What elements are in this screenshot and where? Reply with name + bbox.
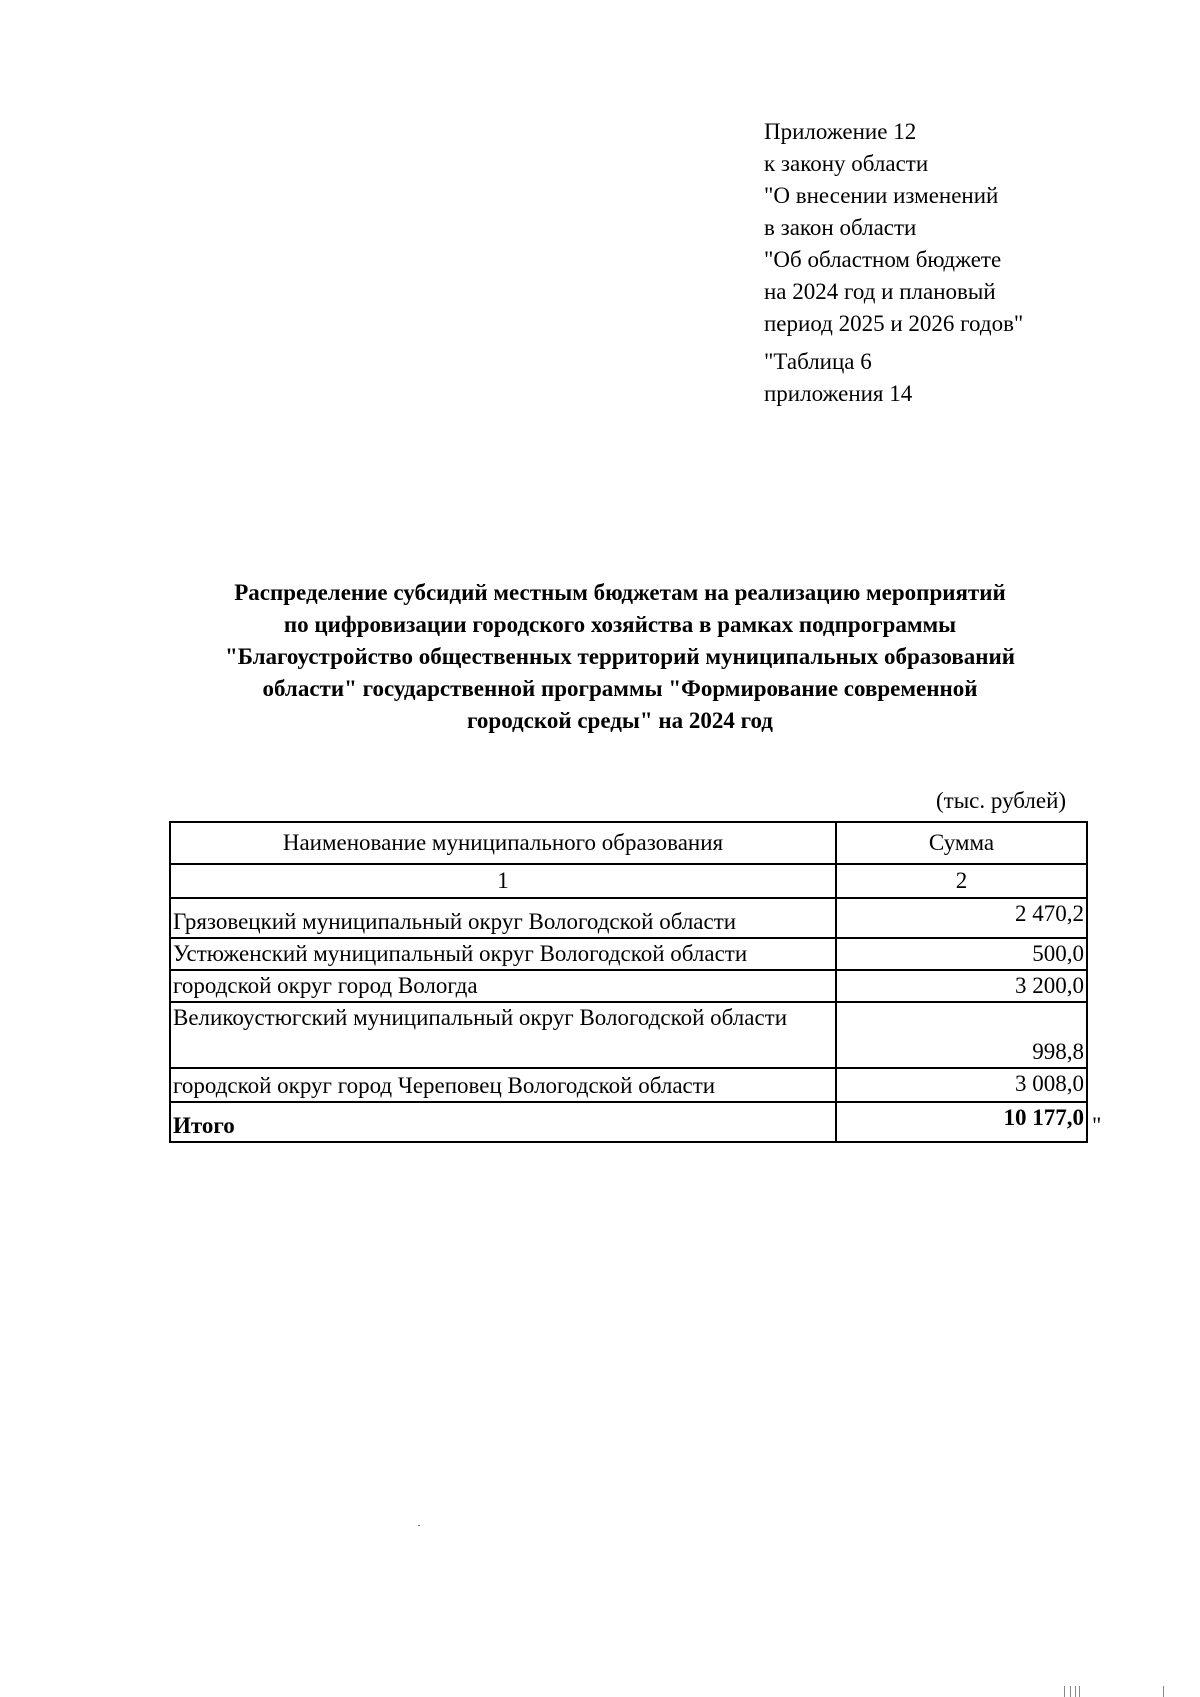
subsidy-amount: 998,8 <box>836 1002 1087 1068</box>
table-row <box>170 1068 1087 1102</box>
municipality-name: Великоустюгский муниципальный округ Вологодской области <box>170 1002 836 1068</box>
header-name: Наименование муниципального образования <box>170 822 836 864</box>
scan-mark <box>1075 1686 1076 1697</box>
annex-line: период 2025 и 2026 годов" <box>764 311 1024 336</box>
closing-quote: " <box>1092 1113 1102 1138</box>
table-row <box>170 1002 1087 1068</box>
municipality-name: городской округ город Череповец Вологодской области <box>170 1068 836 1102</box>
municipality-name: Грязовецкий муниципальный округ Вологодской области <box>170 898 836 938</box>
total-row <box>170 1102 1087 1142</box>
annex-line: к закону области <box>764 151 929 176</box>
subsidy-amount: 2 470,2 <box>836 898 1087 938</box>
title-line: Распределение субсидий местным бюджетам на реализацию мероприятий <box>234 580 1006 605</box>
column-number-row <box>170 864 1087 898</box>
municipality-name: Устюженский муниципальный округ Вологодской области <box>170 938 836 970</box>
annex-line: Приложение 12 <box>764 119 917 144</box>
title-line: городской среды" на 2024 год <box>467 708 773 733</box>
table-row <box>170 970 1087 1002</box>
table-ref-line: приложения 14 <box>764 381 913 406</box>
subsidy-table <box>169 821 1088 1143</box>
scan-mark <box>1163 1686 1164 1697</box>
annex-line: на 2024 год и плановый <box>764 279 996 304</box>
annex-line: "О внесении изменений <box>764 183 999 208</box>
table-ref-line: "Таблица 6 <box>764 349 872 374</box>
table-row <box>170 898 1087 938</box>
subsidy-amount: 3 008,0 <box>836 1068 1087 1102</box>
scan-mark <box>1079 1686 1080 1697</box>
scan-mark <box>1064 1686 1065 1697</box>
title-line: по цифровизации городского хозяйства в рамках подпрограммы <box>283 612 957 637</box>
annex-line: в закон области <box>764 215 917 240</box>
table-row <box>170 938 1087 970</box>
column-number: 1 <box>170 864 836 898</box>
total-amount: 10 177,0 <box>836 1102 1087 1142</box>
header-amount: Сумма <box>836 822 1087 864</box>
scan-mark <box>1070 1686 1071 1697</box>
column-number: 2 <box>836 864 1087 898</box>
annex-header <box>764 116 1023 410</box>
total-label: Итого <box>170 1102 836 1142</box>
subsidy-amount: 3 200,0 <box>836 970 1087 1002</box>
table-header-row <box>170 822 1087 864</box>
scan-speck <box>418 1525 420 1526</box>
title-line: области" государственной программы "Формирование современной <box>262 676 978 701</box>
subsidy-amount: 500,0 <box>836 938 1087 970</box>
annex-line: "Об областном бюджете <box>764 247 1002 272</box>
document-title <box>150 577 1090 737</box>
title-line: "Благоустройство общественных территорий муниципальных образований <box>224 644 1015 669</box>
municipality-name: городской округ город Вологда <box>170 970 836 1002</box>
unit-note: (тыс. рублей) <box>936 788 1067 813</box>
